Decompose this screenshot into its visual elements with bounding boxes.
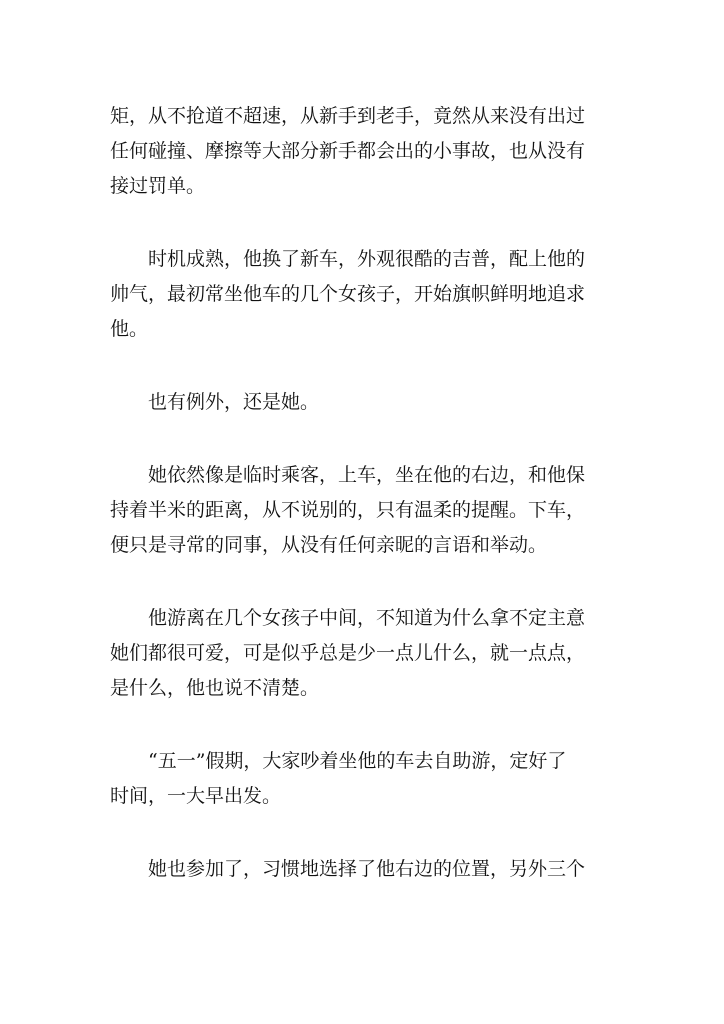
paragraph-spacer xyxy=(110,204,620,242)
paragraph xyxy=(110,99,620,204)
text-line: 时机成熟，他换了新车，外观很酷的吉普，配上他的 xyxy=(148,248,586,270)
text-line: 她也参加了，习惯地选择了他右边的位置，另外三个 xyxy=(148,858,586,880)
paragraph-spacer xyxy=(110,420,620,458)
text-line: 他游离在几个女孩子中间，不知道为什么拿不定主意 xyxy=(148,607,586,629)
paragraph-spacer xyxy=(110,347,620,385)
text-line: 是什么，他也说不清楚。 xyxy=(110,677,320,699)
paragraph-spacer xyxy=(110,814,620,852)
text-line: 她们都很可爱，可是似乎总是少一点儿什么，就一点点， xyxy=(110,642,586,664)
text-line: 他。 xyxy=(110,318,149,340)
paragraph xyxy=(110,601,620,706)
text-line: 也有例外，还是她。 xyxy=(148,391,320,413)
text-line: 矩，从不抢道不超速，从新手到老手，竟然从来没有出过 xyxy=(110,105,586,127)
paragraph xyxy=(110,852,620,887)
text-line: 时间，一大早出发。 xyxy=(110,785,282,807)
paragraph xyxy=(110,385,620,420)
text-line: 持着半米的距离，从不说别的，只有温柔的提醒。下车， xyxy=(110,499,586,521)
paragraph-spacer xyxy=(110,706,620,744)
text-line: 帅气，最初常坐他车的几个女孩子，开始旗帜鲜明地追求 xyxy=(110,283,586,305)
text-line: 她依然像是临时乘客，上车，坐在他的右边，和他保 xyxy=(148,464,586,486)
text-line: 接过罚单。 xyxy=(110,175,206,197)
text-line: 便只是寻常的同事，从没有任何亲昵的言语和举动。 xyxy=(110,534,548,556)
paragraph xyxy=(110,744,620,814)
paragraph-spacer xyxy=(110,563,620,601)
paragraph xyxy=(110,242,620,347)
document-body xyxy=(110,99,620,887)
text-line: “五一”假期，大家吵着坐他的车去自助游，定好了 xyxy=(148,750,567,772)
text-line: 任何碰撞、摩擦等大部分新手都会出的小事故，也从没有 xyxy=(110,140,586,162)
paragraph xyxy=(110,458,620,563)
